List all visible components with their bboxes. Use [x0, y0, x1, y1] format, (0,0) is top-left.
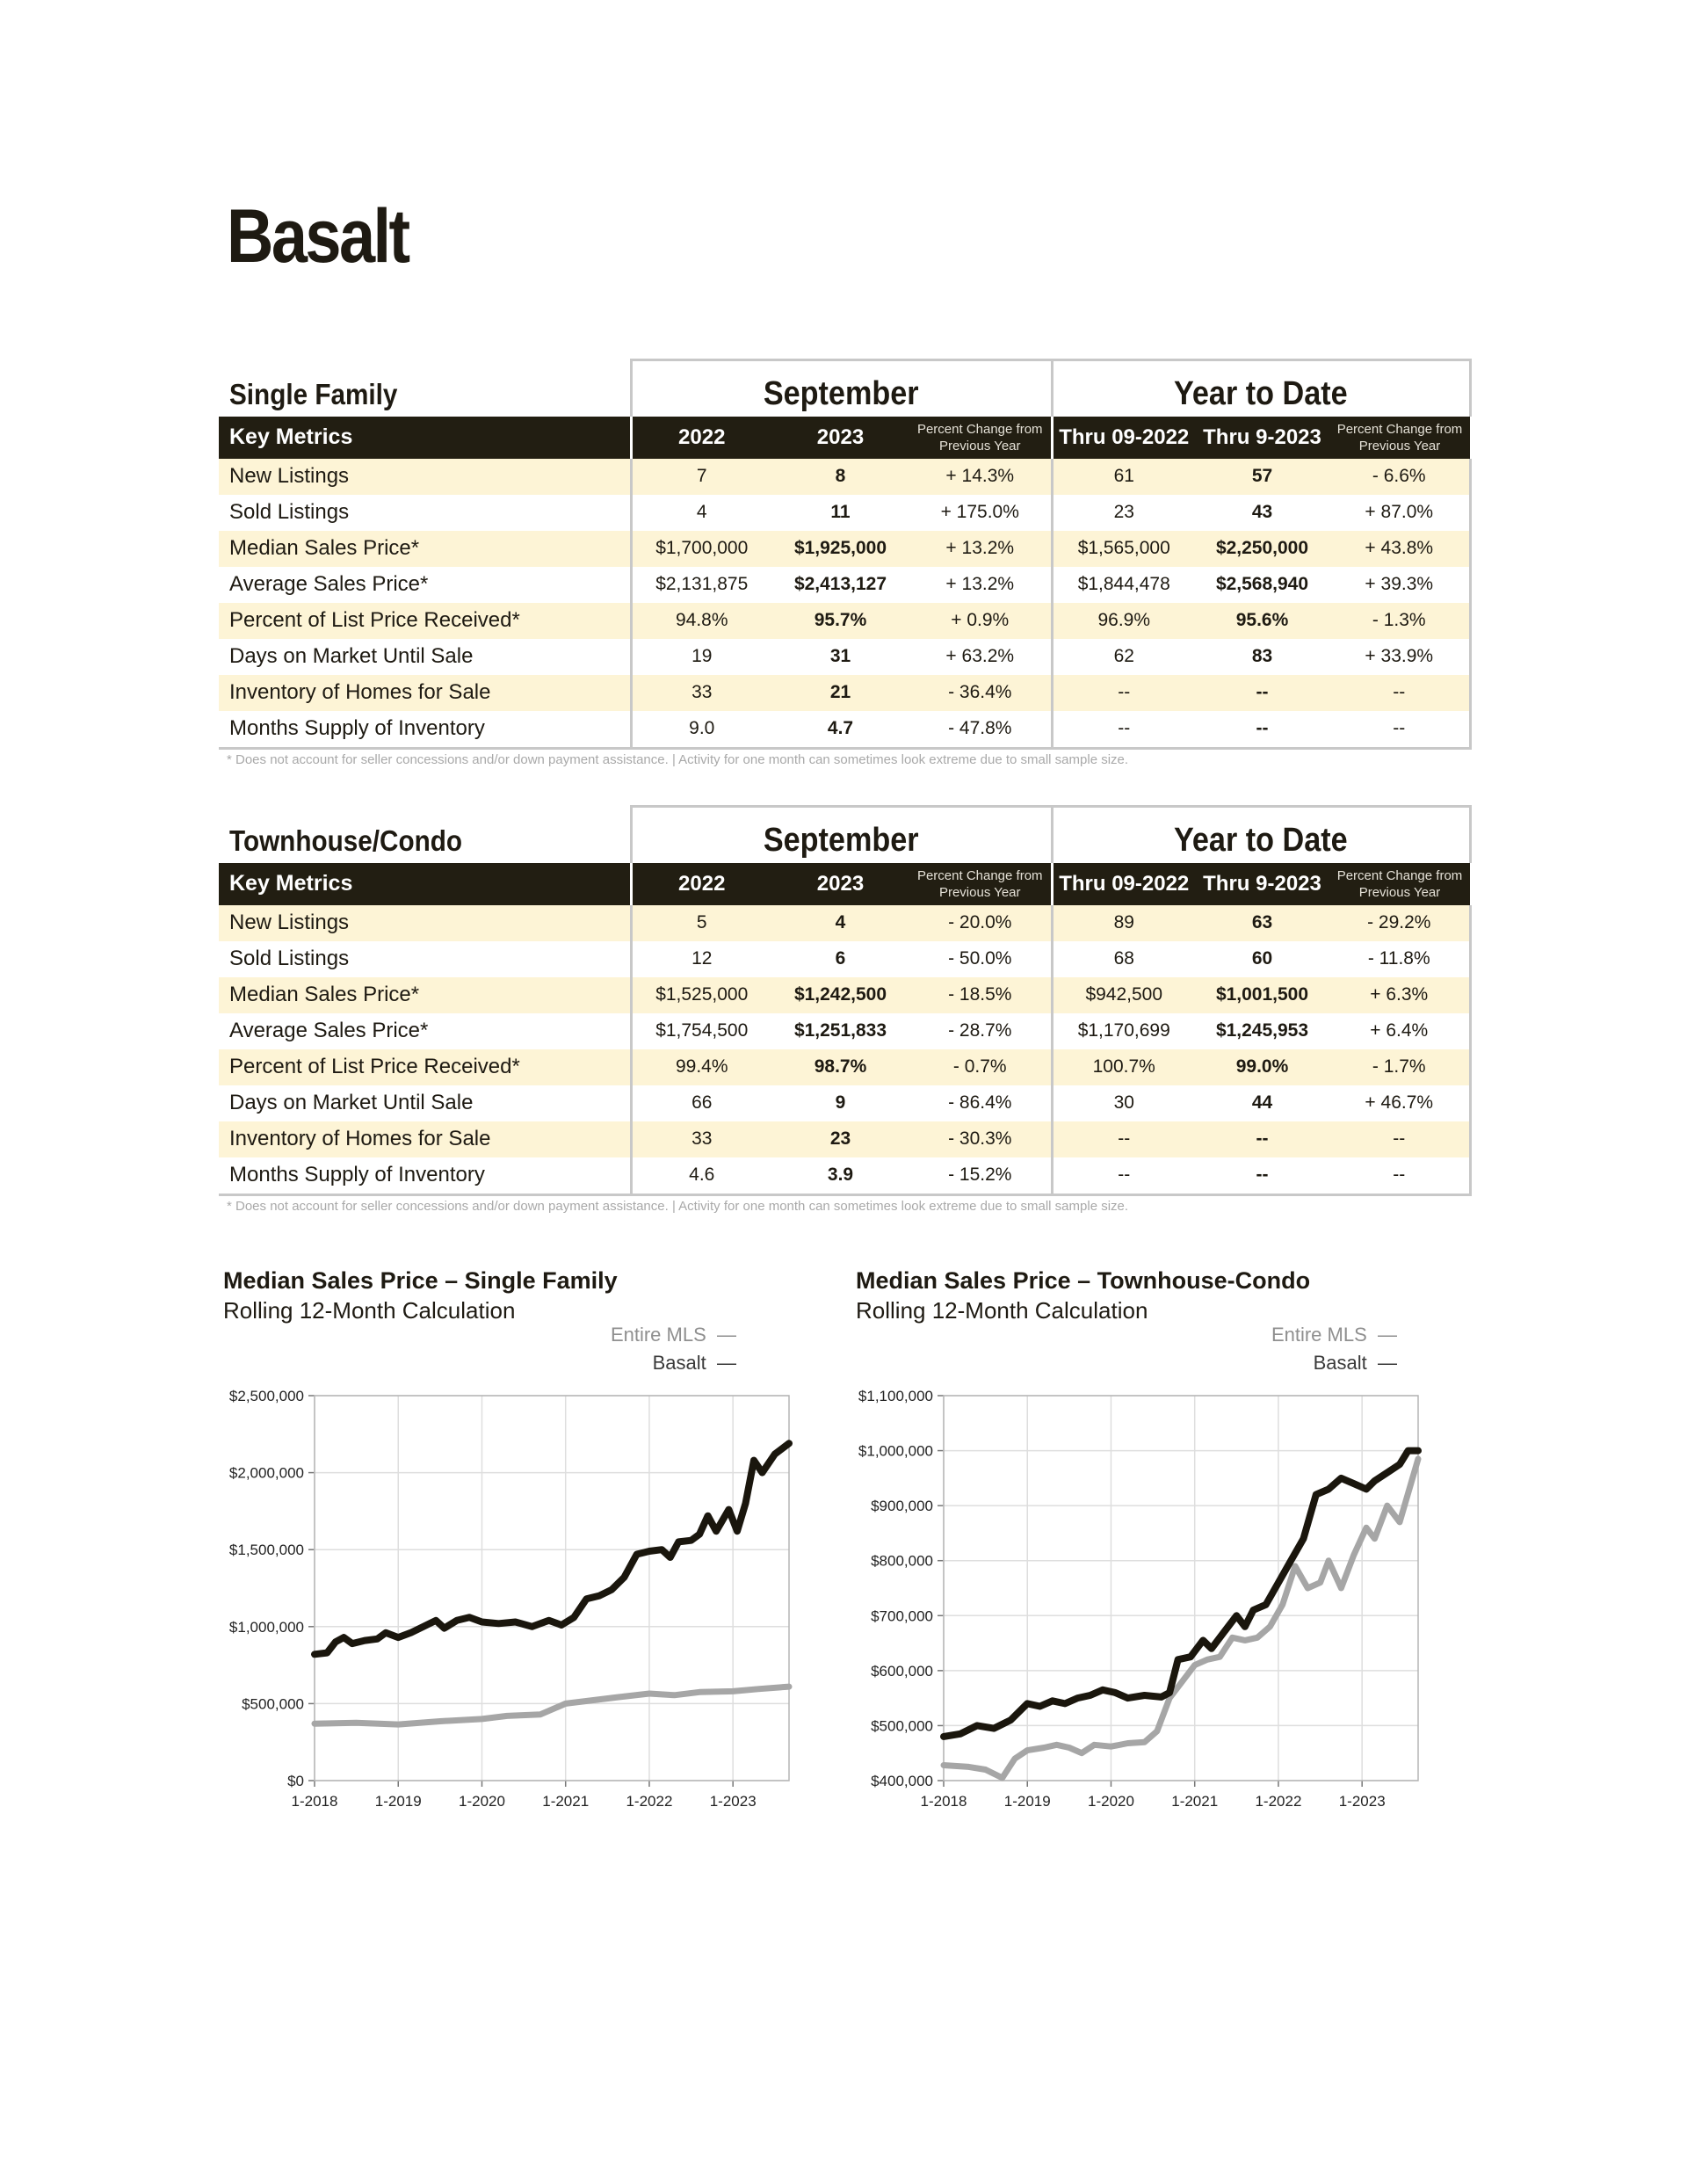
- chart-townhouse-condo: [851, 1257, 1483, 1819]
- metric-value: $1,242,500: [771, 977, 909, 1013]
- legend-entry-mls: Entire MLS —: [1271, 1324, 1397, 1346]
- metric-value: - 30.3%: [909, 1121, 1052, 1157]
- metric-name: Average Sales Price*: [229, 572, 429, 596]
- metric-value: $1,700,000: [631, 531, 771, 567]
- metric-name: New Listings: [219, 905, 631, 941]
- y-tick-label: $400,000: [871, 1773, 933, 1789]
- metric-value: --: [1329, 1121, 1470, 1157]
- metric-value: --: [1195, 675, 1329, 711]
- metric-value: 4.6: [631, 1157, 771, 1195]
- x-tick-label: 1-2019: [374, 1793, 422, 1810]
- x-tick-label: 1-2023: [1338, 1793, 1386, 1810]
- y-tick-label: $500,000: [871, 1717, 933, 1735]
- metric-value: + 6.3%: [1329, 977, 1470, 1013]
- plot-frame: [944, 1396, 1418, 1781]
- metric-value: 11: [830, 502, 851, 522]
- metric-value: --: [1052, 675, 1195, 711]
- metric-value: + 13.2%: [945, 574, 1015, 594]
- metric-name: Days on Market Until Sale: [229, 644, 474, 668]
- legend-entry-mls: Entire MLS —: [610, 1324, 736, 1346]
- metric-value: 63: [1195, 905, 1329, 941]
- metric-value: 6: [835, 948, 846, 969]
- table-row: [219, 459, 1470, 495]
- metric-value: --: [1052, 1121, 1195, 1157]
- col-header-percent-change: Percent Change from Previous Year: [1329, 417, 1470, 459]
- series-line-entire-mls: [944, 1459, 1418, 1778]
- y-tick-label: $800,000: [871, 1552, 933, 1570]
- metric-value: 100.7%: [1052, 1049, 1195, 1085]
- metric-value: 99.4%: [631, 1049, 771, 1085]
- metric-value: 21: [771, 675, 909, 711]
- metric-value: 12: [631, 941, 771, 977]
- table-row: [219, 567, 1470, 603]
- metric-value: - 50.0%: [948, 948, 1012, 969]
- footnote: * Does not account for seller concessions and/or down payment assistance. | Activity for one month can sometimes look extreme due to small sample size.: [227, 752, 1129, 767]
- chart-plot: [851, 1257, 1483, 1819]
- period-september: September: [631, 360, 1052, 417]
- metric-value: $2,131,875: [631, 567, 771, 603]
- metric-value: - 0.7%: [909, 1049, 1052, 1085]
- metric-value: $1,245,953: [1215, 1020, 1309, 1041]
- metric-value: 30: [1052, 1085, 1195, 1121]
- metric-value: 89: [1052, 905, 1195, 941]
- col-header: 2022: [631, 417, 771, 459]
- x-tick-label: 1-2018: [920, 1793, 967, 1810]
- x-tick-label: 1-2019: [1003, 1793, 1051, 1810]
- col-header: 2022: [631, 863, 771, 905]
- x-tick-label: 1-2020: [459, 1793, 505, 1810]
- metric-value: 23: [1052, 495, 1195, 531]
- metric-value: 98.7%: [771, 1049, 909, 1085]
- metric-value: + 0.9%: [909, 603, 1052, 639]
- col-header: Thru 9-2023: [1195, 863, 1329, 905]
- metric-value: --: [1195, 711, 1329, 749]
- y-tick-label: $1,100,000: [858, 1388, 933, 1404]
- metric-name: Inventory of Homes for Sale: [219, 1121, 631, 1157]
- metric-value: 83: [1251, 646, 1273, 666]
- table-row: [219, 1049, 1470, 1085]
- page-title: Basalt: [227, 194, 409, 279]
- metric-value: 8: [771, 459, 909, 495]
- section-label: Single Family: [229, 377, 398, 410]
- metric-value: $1,525,000: [631, 977, 771, 1013]
- period-year-to-date: Year to Date: [1052, 807, 1470, 863]
- metric-value: --: [1329, 675, 1470, 711]
- metric-value: + 6.4%: [1329, 1013, 1470, 1049]
- metric-value: 95.6%: [1195, 603, 1329, 639]
- metric-value: + 175.0%: [940, 502, 1019, 522]
- metric-value: 4: [771, 905, 909, 941]
- metric-value: - 20.0%: [909, 905, 1052, 941]
- metric-value: + 33.9%: [1329, 639, 1470, 675]
- series-line-entire-mls: [315, 1687, 789, 1724]
- col-header-percent-change: Percent Change from Previous Year: [909, 863, 1052, 905]
- col-header: Thru 09-2022: [1052, 417, 1195, 459]
- x-tick-label: 1-2021: [1171, 1793, 1219, 1810]
- metric-value: 7: [631, 459, 771, 495]
- metric-value: + 46.7%: [1329, 1085, 1470, 1121]
- y-tick-label: $0: [287, 1773, 304, 1789]
- y-tick-label: $2,500,000: [228, 1388, 304, 1404]
- x-tick-label: 1-2022: [626, 1793, 673, 1810]
- col-header-percent-change: Percent Change from Previous Year: [1329, 863, 1470, 905]
- metric-value: $2,250,000: [1195, 531, 1329, 567]
- metric-value: $1,754,500: [631, 1013, 771, 1049]
- metric-name: Inventory of Homes for Sale: [219, 675, 631, 711]
- metric-name: Average Sales Price*: [229, 1019, 429, 1042]
- metric-value: 23: [771, 1121, 909, 1157]
- y-tick-label: $600,000: [871, 1662, 933, 1680]
- metric-value: $2,413,127: [793, 574, 887, 594]
- y-tick-label: $1,500,000: [228, 1542, 304, 1559]
- metric-value: 95.7%: [771, 603, 909, 639]
- period-september: September: [631, 807, 1052, 863]
- metric-value: $2,568,940: [1215, 574, 1309, 594]
- metric-value: - 6.6%: [1329, 459, 1470, 495]
- table-row: [219, 1013, 1470, 1049]
- metric-name: Sold Listings: [229, 947, 350, 970]
- chart-title: Median Sales Price – Single Family: [223, 1267, 618, 1294]
- metric-value: 57: [1195, 459, 1329, 495]
- metric-value: 19: [631, 639, 771, 675]
- table-row: [219, 1157, 1470, 1195]
- period-year-to-date: Year to Date: [1052, 360, 1470, 417]
- table-row: [219, 639, 1470, 675]
- metric-value: + 43.8%: [1329, 531, 1470, 567]
- metric-value: 4: [631, 495, 771, 531]
- x-tick-label: 1-2018: [291, 1793, 338, 1810]
- col-header: 2023: [771, 417, 909, 459]
- metric-value: - 1.7%: [1329, 1049, 1470, 1085]
- metric-value: 33: [631, 1121, 771, 1157]
- metric-value: --: [1052, 711, 1195, 749]
- metric-value: 9.0: [631, 711, 771, 749]
- section-label: Townhouse/Condo: [229, 824, 463, 857]
- metric-name: Percent of List Price Received*: [219, 603, 631, 639]
- metric-value: - 28.7%: [948, 1020, 1012, 1041]
- metric-value: 44: [1251, 1092, 1273, 1113]
- col-header-key-metrics: Key Metrics: [219, 417, 631, 459]
- metric-value: - 18.5%: [909, 977, 1052, 1013]
- legend-entry-basalt: Basalt —: [652, 1352, 736, 1374]
- metric-value: - 86.4%: [948, 1092, 1012, 1113]
- y-tick-label: $2,000,000: [228, 1464, 304, 1482]
- metric-value: 33: [631, 675, 771, 711]
- table-row: [219, 1085, 1470, 1121]
- y-tick-label: $1,000,000: [228, 1618, 304, 1636]
- header-row: [219, 863, 1470, 905]
- metric-value: 96.9%: [1052, 603, 1195, 639]
- x-tick-label: 1-2020: [1088, 1793, 1134, 1810]
- legend-entry-basalt: Basalt —: [1313, 1352, 1397, 1374]
- metric-value: 99.0%: [1195, 1049, 1329, 1085]
- metric-value: 66: [631, 1085, 771, 1121]
- header-row: [219, 417, 1470, 459]
- series-line-basalt: [944, 1451, 1418, 1737]
- chart-subtitle: Rolling 12-Month Calculation: [223, 1297, 516, 1324]
- series-line-basalt: [315, 1443, 789, 1654]
- table-row: [219, 941, 1470, 977]
- metric-name: Sold Listings: [229, 500, 350, 524]
- metric-value: 94.8%: [631, 603, 771, 639]
- table-row: [219, 675, 1470, 711]
- metric-value: 68: [1052, 941, 1195, 977]
- table-row: [219, 1121, 1470, 1157]
- metric-value: --: [1195, 1121, 1329, 1157]
- metric-value: 31: [829, 646, 851, 666]
- metric-name: Median Sales Price*: [219, 531, 631, 567]
- table-row: [219, 495, 1470, 531]
- single-family-table: [219, 359, 1472, 750]
- metric-value: - 36.4%: [909, 675, 1052, 711]
- metric-value: - 1.3%: [1329, 603, 1470, 639]
- chart-single-family: [218, 1257, 851, 1819]
- y-tick-label: $500,000: [242, 1695, 304, 1713]
- table-row: [219, 977, 1470, 1013]
- table-row: [219, 531, 1470, 567]
- metric-name: Median Sales Price*: [219, 977, 631, 1013]
- metric-value: --: [1052, 1157, 1195, 1195]
- x-tick-label: 1-2022: [1255, 1793, 1302, 1810]
- metric-value: $1,251,833: [793, 1020, 887, 1041]
- metric-value: $1,170,699: [1052, 1013, 1195, 1049]
- metric-value: $942,500: [1052, 977, 1195, 1013]
- x-tick-label: 1-2021: [542, 1793, 590, 1810]
- metric-value: 61: [1052, 459, 1195, 495]
- metric-value: $1,565,000: [1052, 531, 1195, 567]
- metric-value: - 11.8%: [1329, 941, 1470, 977]
- y-tick-label: $700,000: [871, 1607, 933, 1625]
- metric-value: $1,844,478: [1052, 567, 1195, 603]
- metric-name: Months Supply of Inventory: [219, 1157, 631, 1195]
- metric-value: + 14.3%: [909, 459, 1052, 495]
- metric-value: + 63.2%: [945, 646, 1015, 666]
- table-row: [219, 905, 1470, 941]
- metric-value: --: [1329, 711, 1470, 749]
- metric-value: 43: [1251, 502, 1273, 522]
- metric-name: New Listings: [219, 459, 631, 495]
- metric-value: $1,925,000: [771, 531, 909, 567]
- x-tick-label: 1-2023: [709, 1793, 757, 1810]
- metric-name: Percent of List Price Received*: [219, 1049, 631, 1085]
- metric-value: 5: [631, 905, 771, 941]
- y-tick-label: $1,000,000: [858, 1442, 933, 1460]
- metric-value: 9: [835, 1092, 846, 1113]
- metric-name: Months Supply of Inventory: [219, 711, 631, 749]
- townhouse-condo-table: [219, 805, 1472, 1196]
- metric-value: + 39.3%: [1329, 567, 1470, 603]
- metric-value: - 29.2%: [1329, 905, 1470, 941]
- metric-value: - 15.2%: [909, 1157, 1052, 1195]
- metric-value: + 87.0%: [1329, 495, 1470, 531]
- col-header-percent-change: Percent Change from Previous Year: [909, 417, 1052, 459]
- metric-value: 60: [1251, 948, 1273, 969]
- metric-value: 4.7: [771, 711, 909, 749]
- chart-subtitle: Rolling 12-Month Calculation: [856, 1297, 1148, 1324]
- metric-value: 62: [1052, 639, 1195, 675]
- footnote: * Does not account for seller concessions and/or down payment assistance. | Activity for one month can sometimes look extreme due to small sample size.: [227, 1199, 1129, 1214]
- metric-value: + 13.2%: [909, 531, 1052, 567]
- metric-name: Days on Market Until Sale: [229, 1091, 474, 1114]
- col-header: 2023: [771, 863, 909, 905]
- table-row: [219, 711, 1470, 749]
- chart-plot: [218, 1257, 851, 1819]
- col-header: Thru 09-2022: [1052, 863, 1195, 905]
- metric-value: 3.9: [771, 1157, 909, 1195]
- col-header-key-metrics: Key Metrics: [219, 863, 631, 905]
- metric-value: $1,001,500: [1195, 977, 1329, 1013]
- chart-title: Median Sales Price – Townhouse-Condo: [856, 1267, 1311, 1294]
- metric-value: --: [1329, 1157, 1470, 1195]
- metric-value: --: [1195, 1157, 1329, 1195]
- col-header: Thru 9-2023: [1195, 417, 1329, 459]
- table-row: [219, 603, 1470, 639]
- metric-value: - 47.8%: [909, 711, 1052, 749]
- y-tick-label: $900,000: [871, 1498, 933, 1515]
